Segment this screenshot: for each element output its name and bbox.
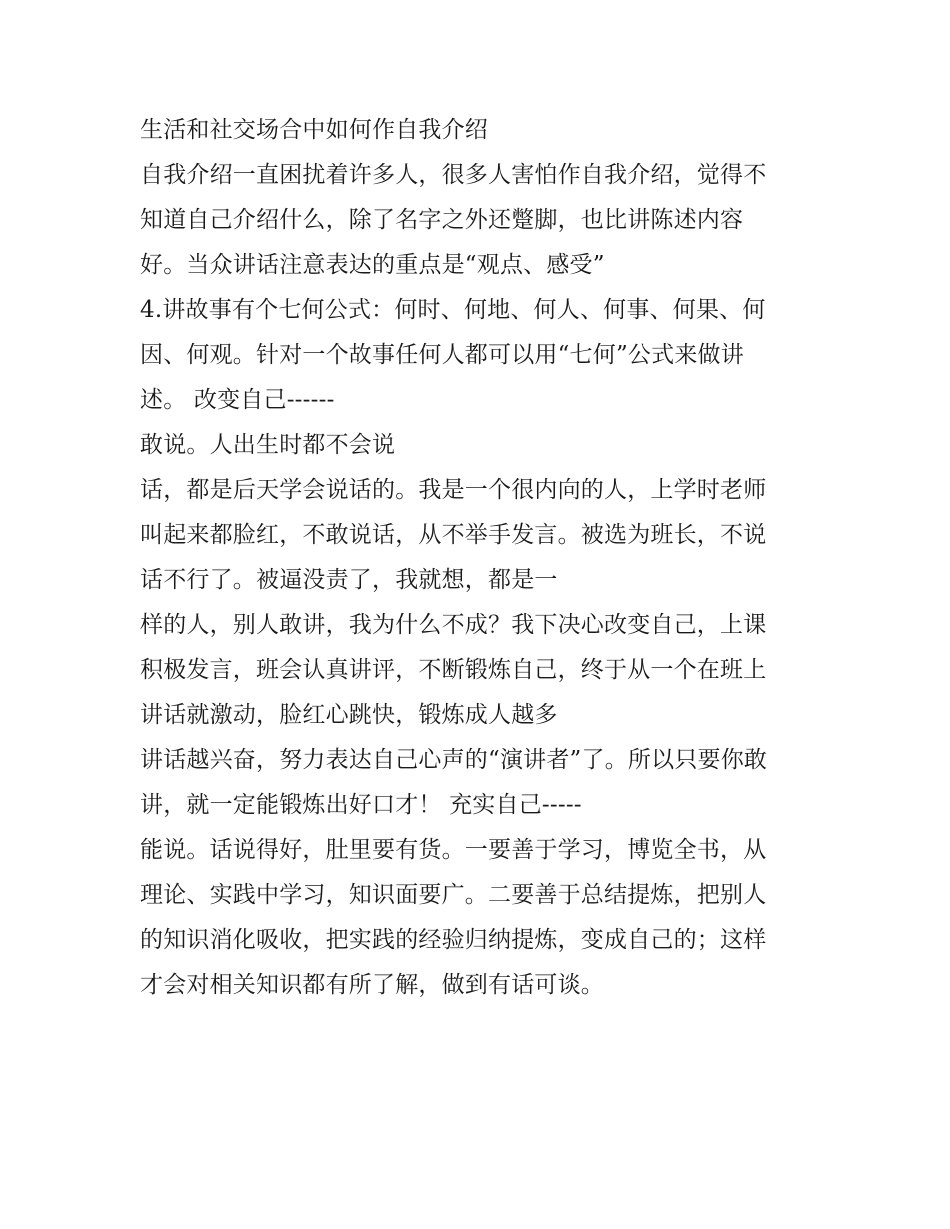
text-line: 才会对相关知识都有所了解，做到有话可谈。: [140, 972, 604, 998]
text-line: 讲话就激动，脸红心跳快，锻炼成人越多: [140, 702, 558, 728]
document-body: [140, 108, 820, 1008]
text-line: 的知识消化吸收，把实践的经验归纳提炼，变成自己的；这样: [140, 927, 767, 953]
text-line: 话，都是后天学会说话的。我是一个很内向的人，上学时老师: [140, 477, 767, 503]
text-line: 因、何观。针对一个故事任何人都可以用“七何”公式来做讲: [140, 342, 744, 368]
text-line: 讲，就一定能锻炼出好口才！ 充实自己-----: [140, 792, 582, 818]
text-line: 自我介绍一直困扰着许多人，很多人害怕作自我介绍，觉得不: [140, 162, 767, 188]
text-line: 样的人，别人敢讲，我为什么不成？我下决心改变自己，上课: [140, 612, 767, 638]
text-line: 讲话越兴奋，努力表达自己心声的“演讲者”了。所以只要你敢: [140, 747, 768, 773]
text-line: 话不行了。被逼没责了，我就想，都是一: [140, 567, 558, 593]
text-line: 敢说。人出生时都不会说: [140, 432, 396, 458]
text-line: 叫起来都脸红，不敢说话，从不举手发言。被选为班长，不说: [140, 522, 767, 548]
text-line: 积极发言，班会认真讲评，不断锻炼自己，终于从一个在班上: [140, 657, 767, 683]
text-line: 4.讲故事有个七何公式：何时、何地、何人、何事、何果、何: [140, 297, 766, 323]
text-line: 理论、实践中学习，知识面要广。二要善于总结提炼，把别人: [140, 882, 767, 908]
text-line: 好。当众讲话注意表达的重点是“观点、感受”: [140, 252, 605, 278]
text-line: 能说。话说得好，肚里要有货。一要善于学习，博览全书，从: [140, 837, 767, 863]
text-line: 述。 改变自己------: [140, 387, 335, 413]
document-title: 生活和社交场合中如何作自我介绍: [140, 117, 488, 143]
text-line: 知道自己介绍什么，除了名字之外还蹩脚，也比讲陈述内容: [140, 207, 744, 233]
